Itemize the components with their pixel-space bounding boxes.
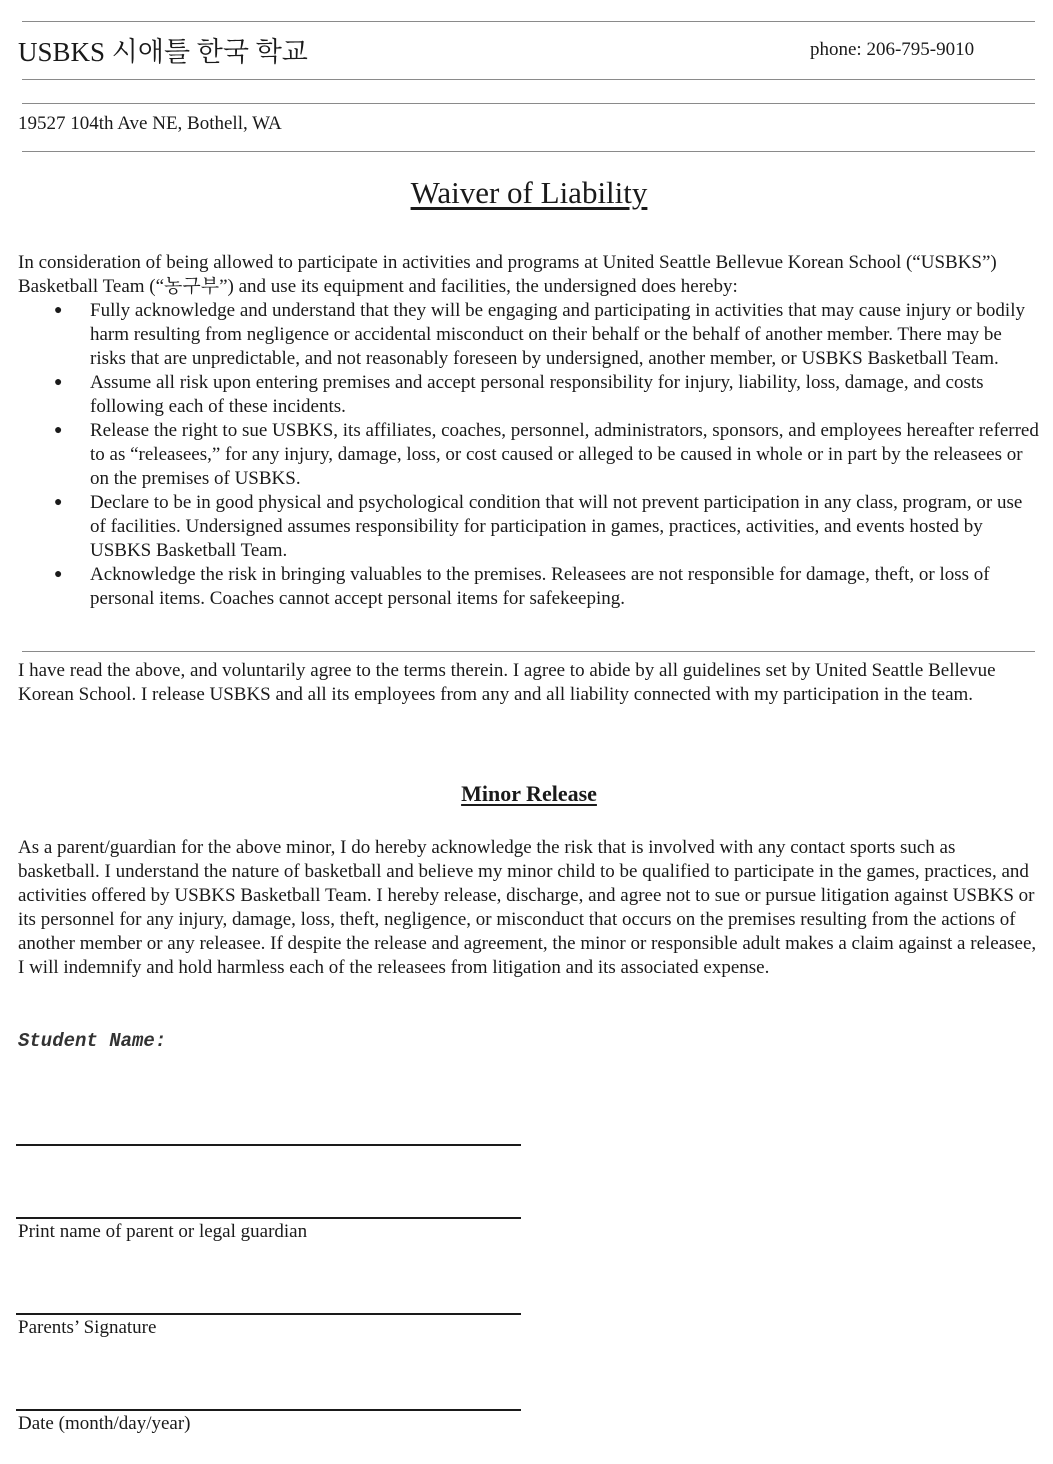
list-item [18,419,1040,491]
minor-release-title: Minor Release [461,781,597,806]
bullet-icon: ● [54,495,63,510]
signature-line[interactable] [16,1313,521,1315]
header-rule-2 [22,103,1035,104]
list-item-text: Release the right to sue USBKS, its affiliates, coaches, personnel, administrators, sponsors, and employees hereafter referred to as “releasees,” for any injury, damage, loss, or cost caused or alleged to be caused in whole or in part by the releasees or on the premises of USBKS. [90,420,1039,489]
bullet-icon: ● [54,303,63,318]
document-title: Waiver of Liability [410,175,648,210]
phone-number: phone: 206-795-9010 [810,39,975,60]
list-item-text: Declare to be in good physical and psychological condition that will not prevent participation in any class, program, or use of facilities. Undersigned assumes responsibility for participation in games, practices, activities, and events hosted by USBKS Basketball Team. [90,492,1023,561]
waiver-terms-list [18,299,1040,611]
header-bottom-rule [22,151,1035,152]
student-name-line[interactable] [16,1144,521,1146]
parent-name-line[interactable] [16,1217,521,1219]
list-item [18,563,1040,611]
bullet-icon: ● [54,423,63,438]
parent-name-label: Print name of parent or legal guardian [18,1221,308,1242]
signature-label: Parents’ Signature [18,1317,157,1338]
list-item-text: Assume all risk upon entering premises and accept personal responsibility for injury, liability, loss, damage, and costs following each of these incidents. [90,372,984,417]
list-item [18,491,1040,563]
school-address: 19527 104th Ave NE, Bothell, WA [18,113,282,134]
intro-paragraph: In consideration of being allowed to participate in activities and programs at United Seattle Bellevue Korean School (“USBKS”) Basketball Team (“농구부”) and use its equipment and facilities, the undersigned does hereby: [18,252,997,297]
student-name-label: Student Name: [18,1030,167,1052]
list-item [18,299,1040,371]
section-divider [22,651,1035,652]
bullet-icon: ● [54,567,63,582]
list-item-text: Fully acknowledge and understand that they will be engaging and participating in activities that may cause injury or bodily harm resulting from negligence or accidental misconduct on their behalf or the behalf of another member. There may be risks that are unpredictable, and not reasonably foreseen by undersigned, another member, or USBKS Basketball Team. [90,300,1025,369]
date-line[interactable] [16,1409,521,1411]
agreement-paragraph: I have read the above, and voluntarily agree to the terms therein. I agree to abide by all guidelines set by United Seattle Bellevue Korean School. I release USBKS and all its employees from any and all liability connected with my participation in the team. [18,660,996,705]
bullet-icon: ● [54,375,63,390]
list-item [18,371,1040,419]
header-rule-1 [22,79,1035,80]
school-name: USBKS 시애틀 한국 학교 [18,37,308,67]
date-label: Date (month/day/year) [18,1413,191,1434]
list-item-text: Acknowledge the risk in bringing valuables to the premises. Releasees are not responsible for damage, theft, or loss of personal items. Coaches cannot accept personal items for safekeeping. [90,564,990,609]
header-top-rule [22,21,1035,22]
minor-release-paragraph: As a parent/guardian for the above minor, I do hereby acknowledge the risk that is involved with any contact sports such as basketball. I understand the nature of basketball and believe my minor child to be qualified to participate in the games, practices, and activities offered by USBKS Basketball Team. I hereby release, discharge, and agree not to sue or pursue litigation against USBKS or its personnel for any injury, damage, loss, theft, negligence, or misconduct that occurs on the premises resulting from the actions of another member or any releasee. If despite the release and agreement, the minor or responsible adult makes a claim against a releasee, I will indemnify and hold harmless each of the releasees from litigation and its associated expense. [18,837,1037,978]
